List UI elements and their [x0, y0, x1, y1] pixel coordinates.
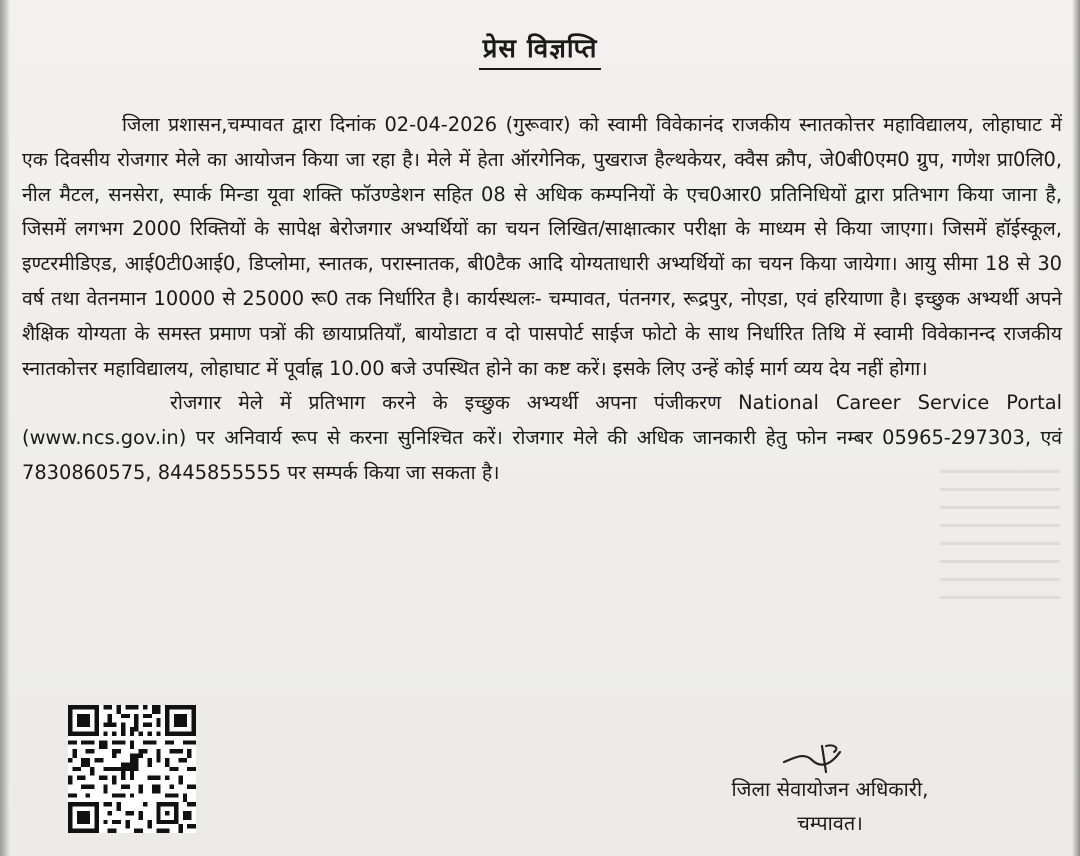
- notice-paragraph-1: जिला प्रशासन,चम्पावत द्वारा दिनांक 02-04-2026 (गुरूवार) को स्वामी विवेकानंद राजकीय स्नातकोत्तर महाविद्यालय, लोहाघाट में एक दिवसीय रोजगार मेले का आयोजन किया जा रहा है। मेले में हेता ऑरगेनिक, पुखराज हैल्थकेयर, क्वैस क्रौप, जे0बी0एम0 ग्रुप, गणेश प्रा0लि0, नील मैटल, सनसेरा, स्पार्क मिन्डा यूवा शक्ति फॉउण्डेशन सहित 08 से अधिक कम्पनियों के एच0आर0 प्रतिनिधियों द्वारा प्रतिभाग किया जाना है, जिसमें लगभग 2000 रिक्तियों के सापेक्ष बेरोजगार अभ्यर्थियों का चयन लिखित/साक्षात्कार परीक्षा के माध्यम से किया जाएगा। जिसमें हॉईस्कूल, इण्टरमीडिएड, आई0टी0आई0, डिप्लोमा, स्नातक, परास्नातक, बी0टैक आदि योग्यताधारी अभ्यर्थियों का चयन किया जायेगा। आयु सीमा 18 से 30 वर्ष तथा वेतनमान 10000 से 25000 रू0 तक निर्धारित है। कार्यस्थलः- चम्पावत, पंतनगर, रूद्रपुर, नोएडा, एवं हरियाणा है। इच्छुक अभ्यर्थी अपने शैक्षिक योग्यता के समस्त प्रमाण पत्रों की छायाप्रतियाँ, बायोडाटा व दो पासपोर्ट साईज फोटो के साथ निर्धारित तिथि में स्वामी विवेकानन्द राजकीय स्नातकोत्तर महाविद्यालय, लोहाघाट में पूर्वाह्न 10.00 बजे उपस्थित होने का कष्ट करें। इसके लिए उन्हें कोई मार्ग व्यय देय नहीं होगा।: [22, 113, 1062, 380]
- paper-left-edge-shadow: [0, 0, 10, 856]
- qr-code: [68, 705, 196, 833]
- signatory-block: [640, 772, 1020, 840]
- qr-code-graphic: [68, 705, 196, 833]
- signatory-location: चम्पावत।: [797, 811, 863, 835]
- title-wrapper: [0, 34, 1080, 70]
- notice-body: [22, 108, 1062, 491]
- press-release-title: प्रेस विज्ञप्ति: [479, 34, 602, 70]
- show-through-ghost-text: [940, 470, 1060, 610]
- paper-right-edge-shadow: [1072, 0, 1080, 856]
- signatory-designation: जिला सेवायोजन अधिकारी,: [731, 777, 929, 801]
- notice-paragraph-2: रोजगार मेले में प्रतिभाग करने के इच्छुक अभ्यर्थी अपना पंजीकरण National Career Service Portal (www.ncs.gov.in) पर अनिवार्य रूप से करना सुनिश्चित करें। रोजगार मेले की अधिक जानकारी हेतु फोन नम्बर 05965-297303, एवं 7830860575, 8445855555 पर सम्पर्क किया जा सकता है।: [22, 391, 1062, 484]
